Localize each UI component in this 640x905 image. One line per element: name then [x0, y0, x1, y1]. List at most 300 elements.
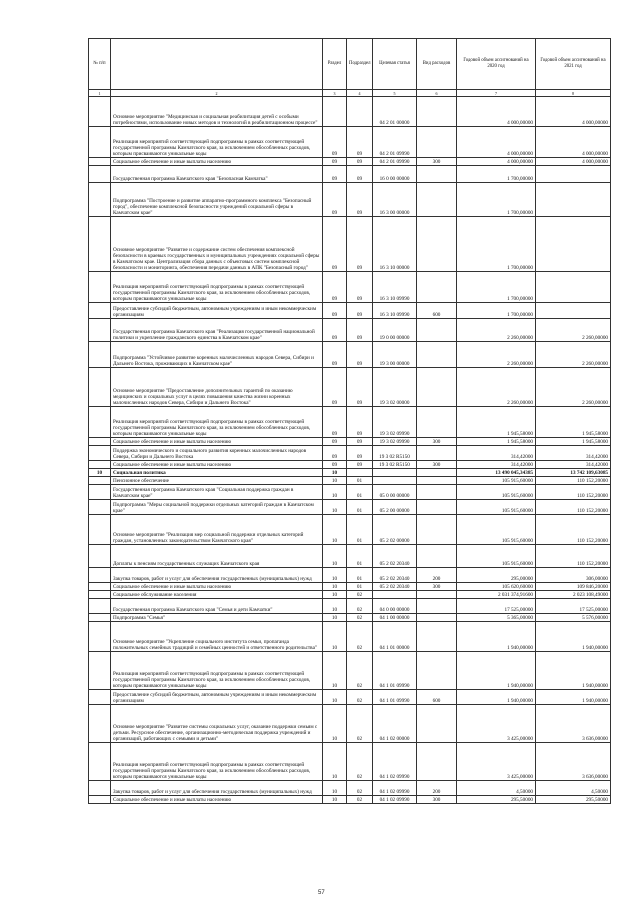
- row-number-cell: [89, 319, 111, 342]
- row-number-cell: [89, 342, 111, 368]
- row-name-cell: Социальное обслуживание населения: [111, 591, 323, 599]
- row-amount-2021-cell: [536, 303, 611, 319]
- row-number-cell: [89, 622, 111, 652]
- row-number-cell: [89, 97, 111, 127]
- row-podrazdel-cell: 09: [347, 303, 373, 319]
- row-vid-rashodov-cell: [417, 272, 457, 303]
- row-amount-2020-cell: 1 940,00000: [457, 652, 536, 690]
- row-amount-2021-cell: 13 742 109,63085: [536, 469, 611, 477]
- row-podrazdel-cell: 09: [347, 183, 373, 217]
- row-podrazdel-cell: 01: [347, 568, 373, 583]
- row-amount-2021-cell: [536, 183, 611, 217]
- row-name-cell: Государственная программа Камчатского края "Реализация государственной национальной политики и укрепление гражданского единства в Камчатском крае": [111, 319, 323, 342]
- row-number-cell: 10: [89, 469, 111, 477]
- row-amount-2020-cell: 2 260,00000: [457, 368, 536, 407]
- row-vid-rashodov-cell: 300: [417, 796, 457, 804]
- row-podrazdel-cell: 02: [347, 743, 373, 781]
- row-name-cell: Реализация мероприятий соответствующей подпрограммы в рамках соответствующей государственной программы Камчатского края, за исключением обособленных расходов, которым присваиваются уникальные коды: [111, 652, 323, 690]
- row-vid-rashodov-cell: [417, 743, 457, 781]
- table-row: [89, 781, 611, 796]
- row-amount-2021-cell: [536, 272, 611, 303]
- row-razdel-cell: 10: [323, 705, 347, 743]
- row-number-cell: [89, 438, 111, 446]
- row-name-cell: Пенсионное обеспечение: [111, 477, 323, 485]
- row-razdel-cell: 09: [323, 272, 347, 303]
- row-number-cell: [89, 545, 111, 568]
- table-row: [89, 127, 611, 158]
- row-razdel-cell: [323, 97, 347, 127]
- row-amount-2021-cell: 110 152,20000: [536, 500, 611, 515]
- column-index: 8: [536, 90, 611, 97]
- row-podrazdel-cell: 01: [347, 485, 373, 500]
- row-number-cell: [89, 272, 111, 303]
- row-amount-2020-cell: 1 700,00000: [457, 303, 536, 319]
- row-name-cell: Подпрограмма "Построение и развитие аппаратно-программного комплекса "Безопасный город", обеспечение комплексной безопасности учреждений социальной сферы в Камчатском крае": [111, 183, 323, 217]
- row-amount-2020-cell: 1 700,00000: [457, 166, 536, 183]
- row-number-cell: [89, 446, 111, 461]
- row-amount-2020-cell: 5 365,00000: [457, 614, 536, 622]
- row-podrazdel-cell: 01: [347, 583, 373, 591]
- row-podrazdel-cell: 09: [347, 461, 373, 469]
- row-number-cell: [89, 781, 111, 796]
- row-razdel-cell: 10: [323, 743, 347, 781]
- row-podrazdel-cell: 09: [347, 158, 373, 166]
- row-amount-2020-cell: 105 915,60000: [457, 477, 536, 485]
- row-vid-rashodov-cell: [417, 622, 457, 652]
- table-row: [89, 485, 611, 500]
- row-number-cell: [89, 485, 111, 500]
- row-razdel-cell: 09: [323, 183, 347, 217]
- row-celevaya-statya-cell: 16 3 10 09990: [373, 303, 417, 319]
- row-name-cell: Социальная политика: [111, 469, 323, 477]
- row-podrazdel-cell: 09: [347, 438, 373, 446]
- row-amount-2020-cell: 314,42000: [457, 461, 536, 469]
- row-celevaya-statya-cell: 19 0 00 00000: [373, 319, 417, 342]
- row-name-cell: Основное мероприятие "Развитие и содержание систем обеспечения комплексной безопасности в краевых государственных и муниципальных учреждениях социальной сферы в Камчатском крае. Централизация сбора данных с объектовых систем комплексной безопасности и мониторинга, обеспечения передачи данных в АПК "Безопасный город": [111, 217, 323, 272]
- row-podrazdel-cell: 02: [347, 622, 373, 652]
- row-razdel-cell: 10: [323, 500, 347, 515]
- row-celevaya-statya-cell: 19 3 00 00000: [373, 342, 417, 368]
- row-celevaya-statya-cell: 04 2 01 00000: [373, 97, 417, 127]
- row-celevaya-statya-cell: 04 2 01 09990: [373, 127, 417, 158]
- table-body: [89, 97, 611, 804]
- row-razdel-cell: 10: [323, 477, 347, 485]
- row-number-cell: [89, 166, 111, 183]
- row-amount-2021-cell: [536, 166, 611, 183]
- column-index: 5: [373, 90, 417, 97]
- row-amount-2021-cell: [536, 217, 611, 272]
- row-razdel-cell: 09: [323, 342, 347, 368]
- row-razdel-cell: 10: [323, 614, 347, 622]
- row-vid-rashodov-cell: 300: [417, 158, 457, 166]
- row-podrazdel-cell: 09: [347, 446, 373, 461]
- row-celevaya-statya-cell: 05 2 02 20340: [373, 568, 417, 583]
- row-vid-rashodov-cell: [417, 614, 457, 622]
- column-index: 1: [89, 90, 111, 97]
- row-podrazdel-cell: 09: [347, 342, 373, 368]
- row-razdel-cell: 10: [323, 583, 347, 591]
- row-podrazdel-cell: [347, 97, 373, 127]
- column-index: 6: [417, 90, 457, 97]
- row-podrazdel-cell: [347, 469, 373, 477]
- row-amount-2021-cell: 4 000,00000: [536, 158, 611, 166]
- row-amount-2020-cell: 4 000,00000: [457, 97, 536, 127]
- row-podrazdel-cell: 09: [347, 368, 373, 407]
- row-amount-2020-cell: 295,50000: [457, 796, 536, 804]
- row-razdel-cell: 10: [323, 781, 347, 796]
- row-amount-2021-cell: 2 260,00000: [536, 319, 611, 342]
- row-amount-2021-cell: 306,00000: [536, 568, 611, 583]
- row-celevaya-statya-cell: 04 1 01 00000: [373, 622, 417, 652]
- table-row: [89, 319, 611, 342]
- table-row: [89, 469, 611, 477]
- row-celevaya-statya-cell: 04 1 02 00000: [373, 705, 417, 743]
- row-celevaya-statya-cell: 19 3 02 R5150: [373, 461, 417, 469]
- row-amount-2020-cell: 105 620,60000: [457, 583, 536, 591]
- row-vid-rashodov-cell: [417, 183, 457, 217]
- row-razdel-cell: 10: [323, 591, 347, 599]
- row-number-cell: [89, 461, 111, 469]
- row-amount-2020-cell: 105 915,60000: [457, 545, 536, 568]
- row-vid-rashodov-cell: [417, 515, 457, 545]
- row-razdel-cell: 09: [323, 217, 347, 272]
- row-name-cell: Закупка товаров, работ и услуг для обеспечения государственных (муниципальных) нужд: [111, 781, 323, 796]
- row-celevaya-statya-cell: 19 3 02 R5150: [373, 446, 417, 461]
- row-podrazdel-cell: 01: [347, 515, 373, 545]
- row-amount-2021-cell: 4 000,00000: [536, 97, 611, 127]
- row-number-cell: [89, 568, 111, 583]
- table-row: [89, 796, 611, 804]
- row-name-cell: Предоставление субсидий бюджетным, автономным учреждениям и иным некоммерческим организациям: [111, 303, 323, 319]
- row-vid-rashodov-cell: [417, 166, 457, 183]
- row-name-cell: Социальное обеспечение и иные выплаты населению: [111, 796, 323, 804]
- row-name-cell: Подпрограмма "Меры социальной поддержки отдельных категорий граждан в Камчатском крае": [111, 500, 323, 515]
- row-amount-2021-cell: 1 940,00000: [536, 622, 611, 652]
- row-amount-2021-cell: 3 636,00000: [536, 743, 611, 781]
- row-podrazdel-cell: 09: [347, 217, 373, 272]
- table-row: [89, 217, 611, 272]
- row-number-cell: [89, 217, 111, 272]
- row-amount-2021-cell: 1 940,00000: [536, 690, 611, 705]
- header-podrazdel: Подраздел: [347, 39, 373, 90]
- header-celevaya-statya: Целевая статья: [373, 39, 417, 90]
- row-number-cell: [89, 743, 111, 781]
- row-podrazdel-cell: 01: [347, 477, 373, 485]
- row-number-cell: [89, 368, 111, 407]
- header-vid-rashodov: Вид расходов: [417, 39, 457, 90]
- row-amount-2021-cell: 17 525,00000: [536, 599, 611, 614]
- row-name-cell: Реализация мероприятий соответствующей подпрограммы в рамках соответствующей государственной программы Камчатского края, за исключением обособленных расходов, которым присваиваются уникальные коды: [111, 127, 323, 158]
- row-celevaya-statya-cell: 04 1 01 09990: [373, 690, 417, 705]
- row-amount-2020-cell: 3 425,00000: [457, 743, 536, 781]
- row-vid-rashodov-cell: 600: [417, 303, 457, 319]
- row-celevaya-statya-cell: [373, 477, 417, 485]
- table-row: [89, 568, 611, 583]
- row-amount-2020-cell: 314,42000: [457, 446, 536, 461]
- row-celevaya-statya-cell: [373, 591, 417, 599]
- row-razdel-cell: 10: [323, 485, 347, 500]
- row-amount-2020-cell: 3 425,00000: [457, 705, 536, 743]
- row-amount-2020-cell: 4,50000: [457, 781, 536, 796]
- table-row: [89, 614, 611, 622]
- table-row: [89, 743, 611, 781]
- row-vid-rashodov-cell: [417, 599, 457, 614]
- table-row: [89, 705, 611, 743]
- table-row: [89, 446, 611, 461]
- table-row: [89, 591, 611, 599]
- row-number-cell: [89, 407, 111, 438]
- table-row: [89, 690, 611, 705]
- row-amount-2021-cell: 110 152,20000: [536, 485, 611, 500]
- row-celevaya-statya-cell: 04 1 00 00000: [373, 614, 417, 622]
- row-name-cell: Социальное обеспечение и иные выплаты населению: [111, 438, 323, 446]
- table-row: [89, 461, 611, 469]
- row-razdel-cell: 09: [323, 368, 347, 407]
- row-podrazdel-cell: 09: [347, 127, 373, 158]
- row-amount-2020-cell: 1 945,58000: [457, 407, 536, 438]
- row-vid-rashodov-cell: [417, 319, 457, 342]
- row-amount-2020-cell: 1 945,58000: [457, 438, 536, 446]
- row-celevaya-statya-cell: 05 2 00 00000: [373, 500, 417, 515]
- row-podrazdel-cell: 02: [347, 796, 373, 804]
- row-celevaya-statya-cell: 04 1 02 09990: [373, 796, 417, 804]
- row-vid-rashodov-cell: [417, 407, 457, 438]
- row-vid-rashodov-cell: [417, 545, 457, 568]
- row-amount-2021-cell: 1 945,58000: [536, 407, 611, 438]
- column-index: 4: [347, 90, 373, 97]
- row-name-cell: Подпрограмма "Устойчивое развитие коренных малочисленных народов Севера, Сибири и Дальнего Востока, проживающих в Камчатском крае": [111, 342, 323, 368]
- column-index: 7: [457, 90, 536, 97]
- row-amount-2021-cell: 110 152,20000: [536, 545, 611, 568]
- row-vid-rashodov-cell: [417, 368, 457, 407]
- row-number-cell: [89, 614, 111, 622]
- row-name-cell: Доплаты к пенсиям государственных служащих Камчатского края: [111, 545, 323, 568]
- row-amount-2020-cell: 105 915,60000: [457, 500, 536, 515]
- row-amount-2021-cell: 4,50000: [536, 781, 611, 796]
- table-row: [89, 583, 611, 591]
- row-celevaya-statya-cell: 05 2 02 00000: [373, 515, 417, 545]
- table-row: [89, 622, 611, 652]
- row-amount-2020-cell: 2 031 374,91600: [457, 591, 536, 599]
- row-name-cell: Социальное обеспечение и иные выплаты населению: [111, 158, 323, 166]
- row-razdel-cell: 10: [323, 515, 347, 545]
- row-amount-2021-cell: 5 576,00000: [536, 614, 611, 622]
- row-amount-2021-cell: 314,42000: [536, 446, 611, 461]
- row-number-cell: [89, 591, 111, 599]
- row-podrazdel-cell: 02: [347, 652, 373, 690]
- row-amount-2021-cell: 109 846,20000: [536, 583, 611, 591]
- row-razdel-cell: 10: [323, 652, 347, 690]
- row-amount-2021-cell: 110 152,20000: [536, 477, 611, 485]
- row-number-cell: [89, 599, 111, 614]
- row-razdel-cell: 10: [323, 690, 347, 705]
- row-amount-2021-cell: 2 260,00000: [536, 368, 611, 407]
- row-vid-rashodov-cell: [417, 446, 457, 461]
- row-number-cell: [89, 183, 111, 217]
- header-year-2020: Годовой объем ассигнований на 2020 год: [457, 39, 536, 90]
- row-name-cell: Государственная программа Камчатского края "Социальная поддержка граждан в Камчатском крае": [111, 485, 323, 500]
- row-number-cell: [89, 515, 111, 545]
- table-row: [89, 272, 611, 303]
- row-name-cell: Основное мероприятие "Развитие системы социальных услуг, оказание поддержки семьям с детьми. Ресурсное обеспечение, организационно-методическая поддержка учреждений и организаций, работающих с семьями и детьми": [111, 705, 323, 743]
- row-amount-2021-cell: 2 023 108,49000: [536, 591, 611, 599]
- row-celevaya-statya-cell: 16 0 00 00000: [373, 166, 417, 183]
- row-razdel-cell: 10: [323, 796, 347, 804]
- row-amount-2020-cell: 4 000,00000: [457, 158, 536, 166]
- row-celevaya-statya-cell: 19 3 02 09990: [373, 407, 417, 438]
- row-amount-2020-cell: 1 940,00000: [457, 690, 536, 705]
- row-razdel-cell: 09: [323, 319, 347, 342]
- row-name-cell: Закупка товаров, работ и услуг для обеспечения государственных (муниципальных) нужд: [111, 568, 323, 583]
- row-razdel-cell: 09: [323, 303, 347, 319]
- row-number-cell: [89, 477, 111, 485]
- row-celevaya-statya-cell: 05 0 00 00000: [373, 485, 417, 500]
- table-row: [89, 158, 611, 166]
- row-number-cell: [89, 158, 111, 166]
- row-amount-2021-cell: 3 636,00000: [536, 705, 611, 743]
- budget-table: [88, 38, 611, 804]
- row-razdel-cell: 10: [323, 469, 347, 477]
- row-vid-rashodov-cell: [417, 97, 457, 127]
- row-celevaya-statya-cell: 05 2 02 20340: [373, 545, 417, 568]
- row-podrazdel-cell: 09: [347, 272, 373, 303]
- row-celevaya-statya-cell: 16 3 10 00000: [373, 217, 417, 272]
- row-razdel-cell: 10: [323, 568, 347, 583]
- row-amount-2021-cell: 2 260,00000: [536, 342, 611, 368]
- row-podrazdel-cell: 02: [347, 690, 373, 705]
- row-podrazdel-cell: 02: [347, 705, 373, 743]
- row-name-cell: Основное мероприятие "Укрепление социального института семьи, пропаганда положительных семейных традиций и семейных ценностей и ответственного родительства": [111, 622, 323, 652]
- row-name-cell: Подпрограмма "Семья": [111, 614, 323, 622]
- budget-table-sheet: [88, 38, 610, 804]
- row-amount-2020-cell: 1 700,00000: [457, 272, 536, 303]
- row-podrazdel-cell: 02: [347, 599, 373, 614]
- row-podrazdel-cell: 02: [347, 614, 373, 622]
- table-header-row: [89, 39, 611, 90]
- page-number: 57: [318, 890, 325, 896]
- row-number-cell: [89, 303, 111, 319]
- table-row: [89, 407, 611, 438]
- table-row: [89, 97, 611, 127]
- row-razdel-cell: 09: [323, 127, 347, 158]
- row-name-cell: Социальное обеспечение и иные выплаты населению: [111, 583, 323, 591]
- table-row: [89, 652, 611, 690]
- row-vid-rashodov-cell: [417, 500, 457, 515]
- row-vid-rashodov-cell: [417, 705, 457, 743]
- row-amount-2020-cell: 1 700,00000: [457, 217, 536, 272]
- row-vid-rashodov-cell: [417, 469, 457, 477]
- row-podrazdel-cell: 02: [347, 591, 373, 599]
- header-num: № п/п: [89, 39, 111, 90]
- row-name-cell: Реализация мероприятий соответствующей подпрограммы в рамках соответствующей государственной программы Камчатского края, за исключением обособленных расходов, которым присваиваются уникальные коды: [111, 743, 323, 781]
- row-name-cell: Основное мероприятие "Реализация мер социальной поддержки отдельных категорий граждан, установленных законодательством Камчатского края": [111, 515, 323, 545]
- row-number-cell: [89, 500, 111, 515]
- row-celevaya-statya-cell: 19 3 02 09990: [373, 438, 417, 446]
- row-name-cell: Основное мероприятие "Предоставление дополнительных гарантий по оказанию медицинских и социальных услуг в целях повышения качества жизни коренных малочисленных народов Севера, Сибири и Дальнего Востока": [111, 368, 323, 407]
- row-vid-rashodov-cell: [417, 591, 457, 599]
- row-vid-rashodov-cell: 300: [417, 583, 457, 591]
- row-podrazdel-cell: 02: [347, 781, 373, 796]
- row-razdel-cell: 09: [323, 158, 347, 166]
- row-amount-2020-cell: 105 915,60000: [457, 515, 536, 545]
- row-number-cell: [89, 652, 111, 690]
- row-amount-2020-cell: 13 490 045,34385: [457, 469, 536, 477]
- row-amount-2020-cell: 2 260,00000: [457, 319, 536, 342]
- row-razdel-cell: 09: [323, 461, 347, 469]
- row-vid-rashodov-cell: 300: [417, 438, 457, 446]
- row-vid-rashodov-cell: 200: [417, 568, 457, 583]
- row-amount-2020-cell: 2 260,00000: [457, 342, 536, 368]
- row-amount-2021-cell: 1 940,00000: [536, 652, 611, 690]
- table-row: [89, 515, 611, 545]
- row-vid-rashodov-cell: 200: [417, 781, 457, 796]
- table-row: [89, 599, 611, 614]
- row-celevaya-statya-cell: [373, 469, 417, 477]
- row-razdel-cell: 09: [323, 446, 347, 461]
- row-name-cell: Государственная программа Камчатского края "Безопасная Камчатка": [111, 166, 323, 183]
- row-amount-2021-cell: 295,50000: [536, 796, 611, 804]
- row-podrazdel-cell: 09: [347, 407, 373, 438]
- row-amount-2020-cell: 17 525,00000: [457, 599, 536, 614]
- row-vid-rashodov-cell: [417, 127, 457, 158]
- row-amount-2020-cell: 1 940,00000: [457, 622, 536, 652]
- row-number-cell: [89, 583, 111, 591]
- row-number-cell: [89, 690, 111, 705]
- table-row: [89, 342, 611, 368]
- row-vid-rashodov-cell: [417, 652, 457, 690]
- row-razdel-cell: 10: [323, 545, 347, 568]
- row-amount-2021-cell: 1 945,58000: [536, 438, 611, 446]
- row-amount-2020-cell: 295,00000: [457, 568, 536, 583]
- row-razdel-cell: 10: [323, 599, 347, 614]
- row-amount-2021-cell: 110 152,20000: [536, 515, 611, 545]
- row-razdel-cell: 09: [323, 438, 347, 446]
- row-celevaya-statya-cell: 05 2 02 20340: [373, 583, 417, 591]
- row-amount-2021-cell: 4 000,00000: [536, 127, 611, 158]
- row-vid-rashodov-cell: [417, 217, 457, 272]
- column-index-row: [89, 90, 611, 97]
- table-row: [89, 500, 611, 515]
- row-number-cell: [89, 127, 111, 158]
- row-celevaya-statya-cell: 04 0 00 00000: [373, 599, 417, 614]
- row-name-cell: Социальное обеспечение и иные выплаты населению: [111, 461, 323, 469]
- row-celevaya-statya-cell: 04 1 02 09990: [373, 781, 417, 796]
- row-vid-rashodov-cell: [417, 485, 457, 500]
- row-razdel-cell: 09: [323, 166, 347, 183]
- row-celevaya-statya-cell: 16 3 00 00000: [373, 183, 417, 217]
- row-podrazdel-cell: 09: [347, 319, 373, 342]
- table-row: [89, 438, 611, 446]
- row-amount-2021-cell: 314,42000: [536, 461, 611, 469]
- row-number-cell: [89, 705, 111, 743]
- row-name-cell: Поддержка экономического и социального развития коренных малочисленных народов Севера, Сибири и Дальнего Востока: [111, 446, 323, 461]
- row-amount-2020-cell: 105 915,60000: [457, 485, 536, 500]
- table-row: [89, 368, 611, 407]
- row-celevaya-statya-cell: 04 1 01 09990: [373, 652, 417, 690]
- row-name-cell: Реализация мероприятий соответствующей подпрограммы в рамках соответствующей государственной программы Камчатского края, за исключением обособленных расходов, которым присваиваются уникальные коды: [111, 407, 323, 438]
- row-name-cell: Предоставление субсидий бюджетным, автономным учреждениям и иным некоммерческим организациям: [111, 690, 323, 705]
- table-row: [89, 303, 611, 319]
- table-row: [89, 183, 611, 217]
- table-row: [89, 166, 611, 183]
- row-celevaya-statya-cell: 04 1 02 09990: [373, 743, 417, 781]
- row-vid-rashodov-cell: [417, 477, 457, 485]
- header-name: [111, 39, 323, 90]
- row-amount-2020-cell: 1 700,00000: [457, 183, 536, 217]
- row-celevaya-statya-cell: 04 2 01 09990: [373, 158, 417, 166]
- row-name-cell: Реализация мероприятий соответствующей подпрограммы в рамках соответствующей государственной программы Камчатского края, за исключением обособленных расходов, которым присваиваются уникальные коды: [111, 272, 323, 303]
- header-year-2021: Годовой объем ассигнований на 2021 год: [536, 39, 611, 90]
